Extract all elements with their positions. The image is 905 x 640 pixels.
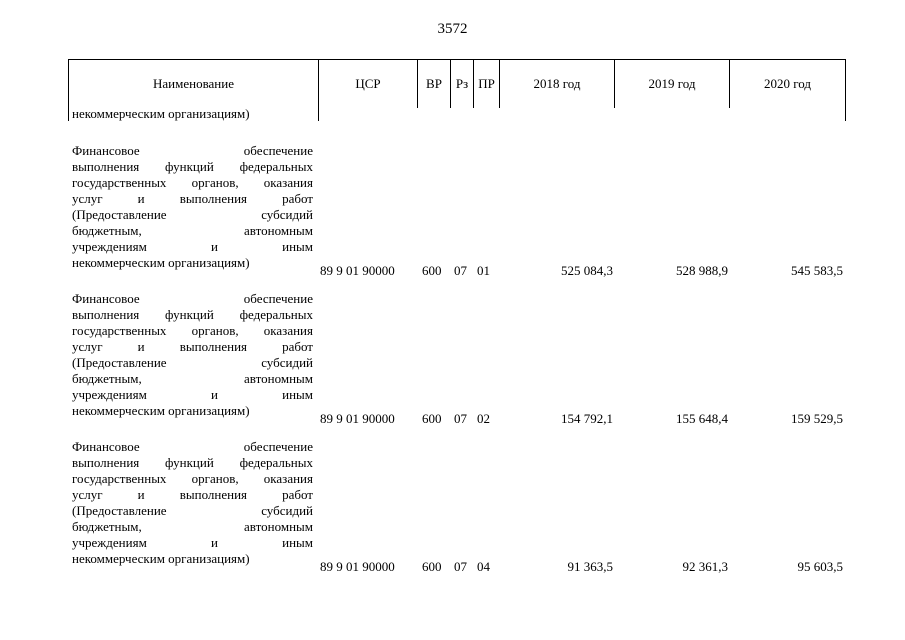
row-name-line: услуг и выполнения работ: [72, 487, 313, 502]
header-2019: 2019 год: [615, 60, 730, 108]
row-value-2019: 92 361,3: [682, 559, 728, 574]
row-name-line: (Предоставление субсидий: [72, 355, 313, 370]
row-name-line: (Предоставление субсидий: [72, 207, 313, 222]
header-rz: Рз: [451, 60, 474, 108]
row-name: [72, 143, 313, 271]
row-name-line: (Предоставление субсидий: [72, 503, 313, 518]
row-value-2018: 525 084,3: [561, 263, 613, 278]
table-row: [0, 143, 905, 281]
row-name-line: Финансовое обеспечение: [72, 439, 313, 454]
row-name-line: учреждениям и иным: [72, 239, 313, 254]
row-name-line: некоммерческим организациям): [72, 255, 250, 270]
row-rz: 07: [454, 411, 467, 426]
row-name-line: бюджетным, автономным: [72, 519, 313, 534]
header-csr: ЦСР: [319, 60, 418, 108]
row-name-line: учреждениям и иным: [72, 535, 313, 550]
row-name-line: выполнения функций федеральных: [72, 455, 313, 470]
row-pr: 02: [477, 411, 490, 426]
table-header: [68, 59, 846, 107]
row-name: [72, 291, 313, 419]
header-name: Наименование: [69, 60, 319, 108]
row-rz: 07: [454, 263, 467, 278]
row-name-line: учреждениям и иным: [72, 387, 313, 402]
row-value-2018: 154 792,1: [561, 411, 613, 426]
row-name-line: государственных органов, оказания: [72, 471, 313, 486]
row-name-line: бюджетным, автономным: [72, 223, 313, 238]
row-name-line: выполнения функций федеральных: [72, 159, 313, 174]
row-rz: 07: [454, 559, 467, 574]
row-csr: 89 9 01 90000: [320, 411, 395, 426]
row-value-2019: 528 988,9: [676, 263, 728, 278]
row-vr: 600: [422, 559, 442, 574]
row-name-line: услуг и выполнения работ: [72, 339, 313, 354]
row-name-line: государственных органов, оказания: [72, 175, 313, 190]
header-2018: 2018 год: [500, 60, 615, 108]
row-value-2019: 155 648,4: [676, 411, 728, 426]
row-name-line: некоммерческим организациям): [72, 551, 250, 566]
header-vr: ВР: [418, 60, 451, 108]
row-name-line: государственных органов, оказания: [72, 323, 313, 338]
table-border: [845, 107, 846, 121]
row-pr: 04: [477, 559, 490, 574]
row-value-2020: 159 529,5: [791, 411, 843, 426]
table-border: [68, 107, 69, 121]
row-name-line: некоммерческим организациям): [72, 403, 250, 418]
table-row: [0, 291, 905, 429]
continuation-text: некоммерческим организациям): [72, 106, 250, 121]
row-value-2020: 545 583,5: [791, 263, 843, 278]
row-csr: 89 9 01 90000: [320, 263, 395, 278]
header-pr: ПР: [474, 60, 500, 108]
table-border: [318, 107, 319, 121]
row-name-line: Финансовое обеспечение: [72, 291, 313, 306]
row-name: [72, 439, 313, 567]
row-pr: 01: [477, 263, 490, 278]
row-vr: 600: [422, 411, 442, 426]
table-row: [0, 439, 905, 577]
row-value-2018: 91 363,5: [567, 559, 613, 574]
row-value-2020: 95 603,5: [797, 559, 843, 574]
header-2020: 2020 год: [764, 76, 811, 91]
row-vr: 600: [422, 263, 442, 278]
page-number: 3572: [437, 21, 468, 37]
row-csr: 89 9 01 90000: [320, 559, 395, 574]
row-name-line: выполнения функций федеральных: [72, 307, 313, 322]
row-name-line: Финансовое обеспечение: [72, 143, 313, 158]
row-name-line: бюджетным, автономным: [72, 371, 313, 386]
row-name-line: услуг и выполнения работ: [72, 191, 313, 206]
